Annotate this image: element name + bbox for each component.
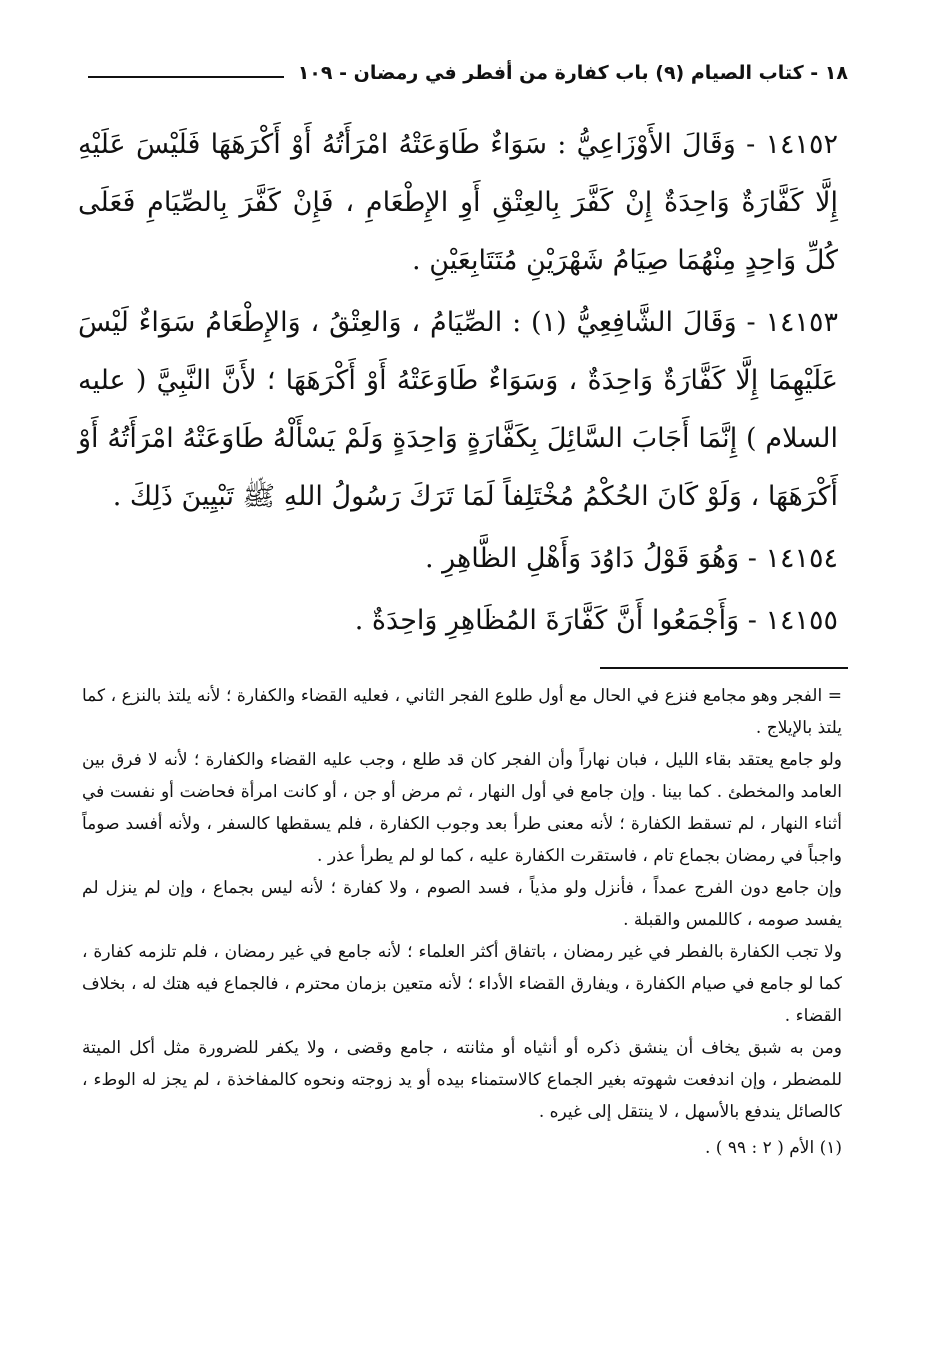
paragraph-14152: ١٤١٥٢ - وَقَالَ الأَوْزَاعِيُّ : سَوَاءٌ طَاوَعَتْهُ امْرَأَتُهُ أَوْ أَكْرَهَهَا فَلَيْسَ عَلَيْهِ إِلَّا كَفَّارَةٌ وَاحِدَةٌ إِنْ كَفَّرَ بِالعِتْقِ أَوِ الإِطْعَامِ ، فَإِنْ كَفَّرَ بِالصِّيَامِ فَعَلَى كُلِّ وَاحِدٍ مِنْهُمَا صِيَامُ شَهْرَيْنِ مُتَتَابِعَيْنِ . xyxy=(78,129,838,276)
paragraph-14154: ١٤١٥٤ - وَهُوَ قَوْلُ دَاوُدَ وَأَهْلِ الظَّاهِرِ . xyxy=(424,543,838,574)
running-header xyxy=(88,48,848,84)
footnote-paragraph: ولا تجب الكفارة بالفطر في غير رمضان ، باتفاق أكثر العلماء ؛ لأنه جامع في غير رمضان ، فلم تلزمه كفارة ، كما لو جامع في صيام الكفارة ، ويفارق القضاء الأداء ؛ لأنه متعين بزمان محترم ، فالجماع فيه هتك له ، بخلاف القضاء . xyxy=(82,942,842,1026)
main-text xyxy=(78,116,838,654)
paragraph-14155: ١٤١٥٥ - وَأَجْمَعُوا أَنَّ كَفَّارَةَ المُظَاهِرِ وَاحِدَةٌ . xyxy=(354,605,838,636)
footnote-paragraph: ولو جامع يعتقد بقاء الليل ، فبان نهاراً وأن الفجر كان قد طلع ، وجب عليه القضاء والكفارة ؛ لأنه لا فرق بين العامد والمخطئ . كما بينا . وإن جامع في أول النهار ، ثم مرض أو جن ، أو كانت امرأة فحاضت أو نفست في أثناء النهار ، لم تسقط الكفارة ؛ لأنه معنى طرأ بعد وجوب الكفارة ، فلم يسقطها كالسفر ، ولأنه أفسد صوماً واجباً في رمضان بجماع تام ، فاستقرت الكفارة عليه ، كما لو لم يطرأ عذر . xyxy=(82,750,842,866)
footnote-reference: (١) الأم ( ٢ : ٩٩ ) . xyxy=(705,1138,842,1158)
paragraph-14153: ١٤١٥٣ - وَقَالَ الشَّافِعِيُّ (١) : الصِّيَامُ ، وَالعِتْقُ ، وَالإِطْعَامُ سَوَاءٌ لَيْسَ عَلَيْهِمَا إِلَّا كَفَّارَةٌ وَاحِدَةٌ ، وَسَوَاءٌ طَاوَعَتْهُ أَوْ أَكْرَهَهَا ؛ لأَنَّ النَّبِيَّ ( عليه السلام ) إِنَّمَا أَجَابَ السَّائِلَ بِكَفَّارَةٍ وَاحِدَةٍ وَلَمْ يَسْأَلْهُ طَاوَعَتْهُ امْرَأَتُهُ أَوْ أَكْرَهَهَا ، وَلَوْ كَانَ الحُكْمُ مُخْتَلِفاً لَمَا تَرَكَ رَسُولُ اللهِ ﷺ تَبْيِينَ ذَلِكَ . xyxy=(78,307,838,512)
footnote-paragraph: ومن به شبق يخاف أن ينشق ذكره أو أنثياه أو مثانته ، جامع وقضى ، ولا يكفر للضرورة مثل أكل الميتة للمضطر ، وإن اندفعت شهوته بغير الجماع كالاستمناء بيده أو يد زوجته ونحوه كالمفاخذة ، لم يجز له الوطء ، كالصائل يندفع بالأسهل ، لا ينتقل إلى غيره . xyxy=(82,1038,842,1122)
footnote-continuation: = الفجر وهو مجامع فنزع في الحال مع أول طلوع الفجر الثاني ، فعليه القضاء والكفارة ؛ لأنه يلتذ بالنزع ، كما يلتذ بالإيلاج . xyxy=(82,686,842,738)
footnote-divider xyxy=(600,667,848,669)
header-rule xyxy=(88,76,284,78)
footnote-paragraph: وإن جامع دون الفرج عمداً ، فأنزل ولو مذياً ، فسد الصوم ، ولا كفارة ؛ لأنه ليس بجماع ، وإن لم ينزل لم يفسد صومه ، كاللمس والقبلة . xyxy=(82,878,842,930)
footnotes xyxy=(82,680,842,1164)
running-head-text: ١٨ - كتاب الصيام (٩) باب كفارة من أفطر في رمضان - ١٠٩ xyxy=(297,62,848,84)
